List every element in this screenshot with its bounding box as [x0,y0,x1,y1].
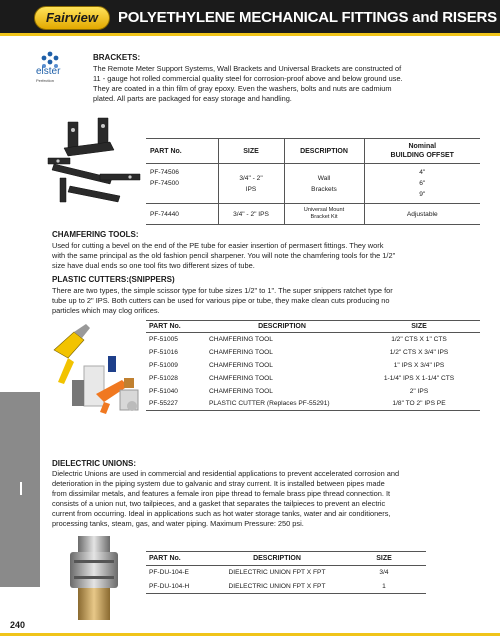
th-offset: Nominal BUILDING OFFSET [364,139,480,164]
chamfer-text: Used for cutting a bevel on the end of the PE tube for easier insertion of permasert fittings. They work with the same principal as the old fashion pencil sharpener. You will note the chamfering tools for the 1/2" size have dual ends so one tool fits two different sizes of tube. [52,241,396,270]
dielectric-text: Dielectric Unions are used in commercial and residential applications to prevent accelerated corrosion and deterioration in the piping system due to galvanic and stray current. It is installed between pipes made from dissimilar metals, and features a female iron pipe thread to female brass pipe thread connection. It consists of a union nut, two tailpieces, and a gasket that separates the tailpieces to prevent an electric current from occurring. Ideal in applications such as hot water storage tanks, water and air conditioners, processing tanks, steam, gas, and water piping. Maximum Pressure: 250 psi. [52,469,400,528]
page-header [0,0,500,36]
table-row: PF-51040 CHAMFERING TOOL 2" IPS [149,387,429,395]
th-part-no: PART No. [146,552,212,566]
table-row: PF-DU-104-E DIELECTRIC UNION FPT X FPT 3/4 [149,569,389,577]
cutters-table [146,320,480,411]
th-description: DESCRIPTION [212,552,342,566]
page-title: POLYETHYLENE MECHANICAL FITTINGS and RISERS [118,9,497,26]
bracket-image [40,108,146,212]
th-size: SIZE [342,552,426,566]
brackets-table [146,138,480,225]
table-row: PF-51005 CHAMFERING TOOL 1/2" CTS X 1" CTS [149,335,447,343]
cutters-image [44,320,144,416]
page-number: 240 [10,620,26,630]
cutters-text: There are two types, the simple scissor type for tube sizes 1/2" to 1". The super snippers ratchet type for tube up to 2" IPS. Both cutters can be used for various pipe or tube, they make clean cuts producing no particles which may clog orifices. [52,286,393,315]
th-description: DESCRIPTION [284,139,364,164]
brackets-heading: BRACKETS: [93,53,141,62]
chamfer-heading: CHAMFERING TOOLS: [52,230,139,239]
th-size: SIZE [358,321,480,333]
fairview-logo: Fairview [34,6,110,30]
th-size: SIZE [218,139,284,164]
th-part-no: PART No. [146,321,206,333]
elster-sub: Perfection [36,78,55,83]
table-row: PF-74440 3/4" - 2" IPS Universal Mount Bracket Kit Adjustable [146,204,480,225]
table-row: PF-51009 CHAMFERING TOOL 1" IPS X 3/4" IPS [149,361,445,369]
table-row: PF-51016 CHAMFERING TOOL 1/2" CTS X 3/4" IPS [149,348,449,356]
th-description: DESCRIPTION [206,321,358,333]
table-row: PF-74506 PF-74500 3/4" - 2" IPS Wall Brackets 4" 6" 9" [146,164,480,204]
table-row: PF-DU-104-H DIELECTRIC UNION FPT X FPT 1 [149,582,386,590]
table-row: PF-51028 CHAMFERING TOOL 1-1/4" IPS X 1-1/4" CTS [149,374,455,382]
dielectric-table [146,551,426,594]
footer-rule [0,633,500,636]
cutters-heading: PLASTIC CUTTERS:(SNIPPERS) [52,275,175,284]
brackets-text: The Remote Meter Support Systems, Wall Brackets and Universal Brackets are constructed of 11 - gauge hot rolled commercial quality steel for corrosion-proof above and below ground use. They are coated in a thin film of gray epoxy. Even the washers, bolts and nuts are cadmium plated. All parts are packaged for easy storage and handling. [93,64,403,103]
elster-brand: elster [36,66,61,77]
dielectric-union-image [60,532,128,624]
table-row: PF-55227 PLASTIC CUTTER (Replaces PF-55291) 1/8" TO 2" IPS PE [149,400,446,408]
side-tab-mark [20,482,22,495]
dielectric-heading: DIELECTRIC UNIONS: [52,459,136,468]
th-part-no: PART No. [146,139,218,164]
